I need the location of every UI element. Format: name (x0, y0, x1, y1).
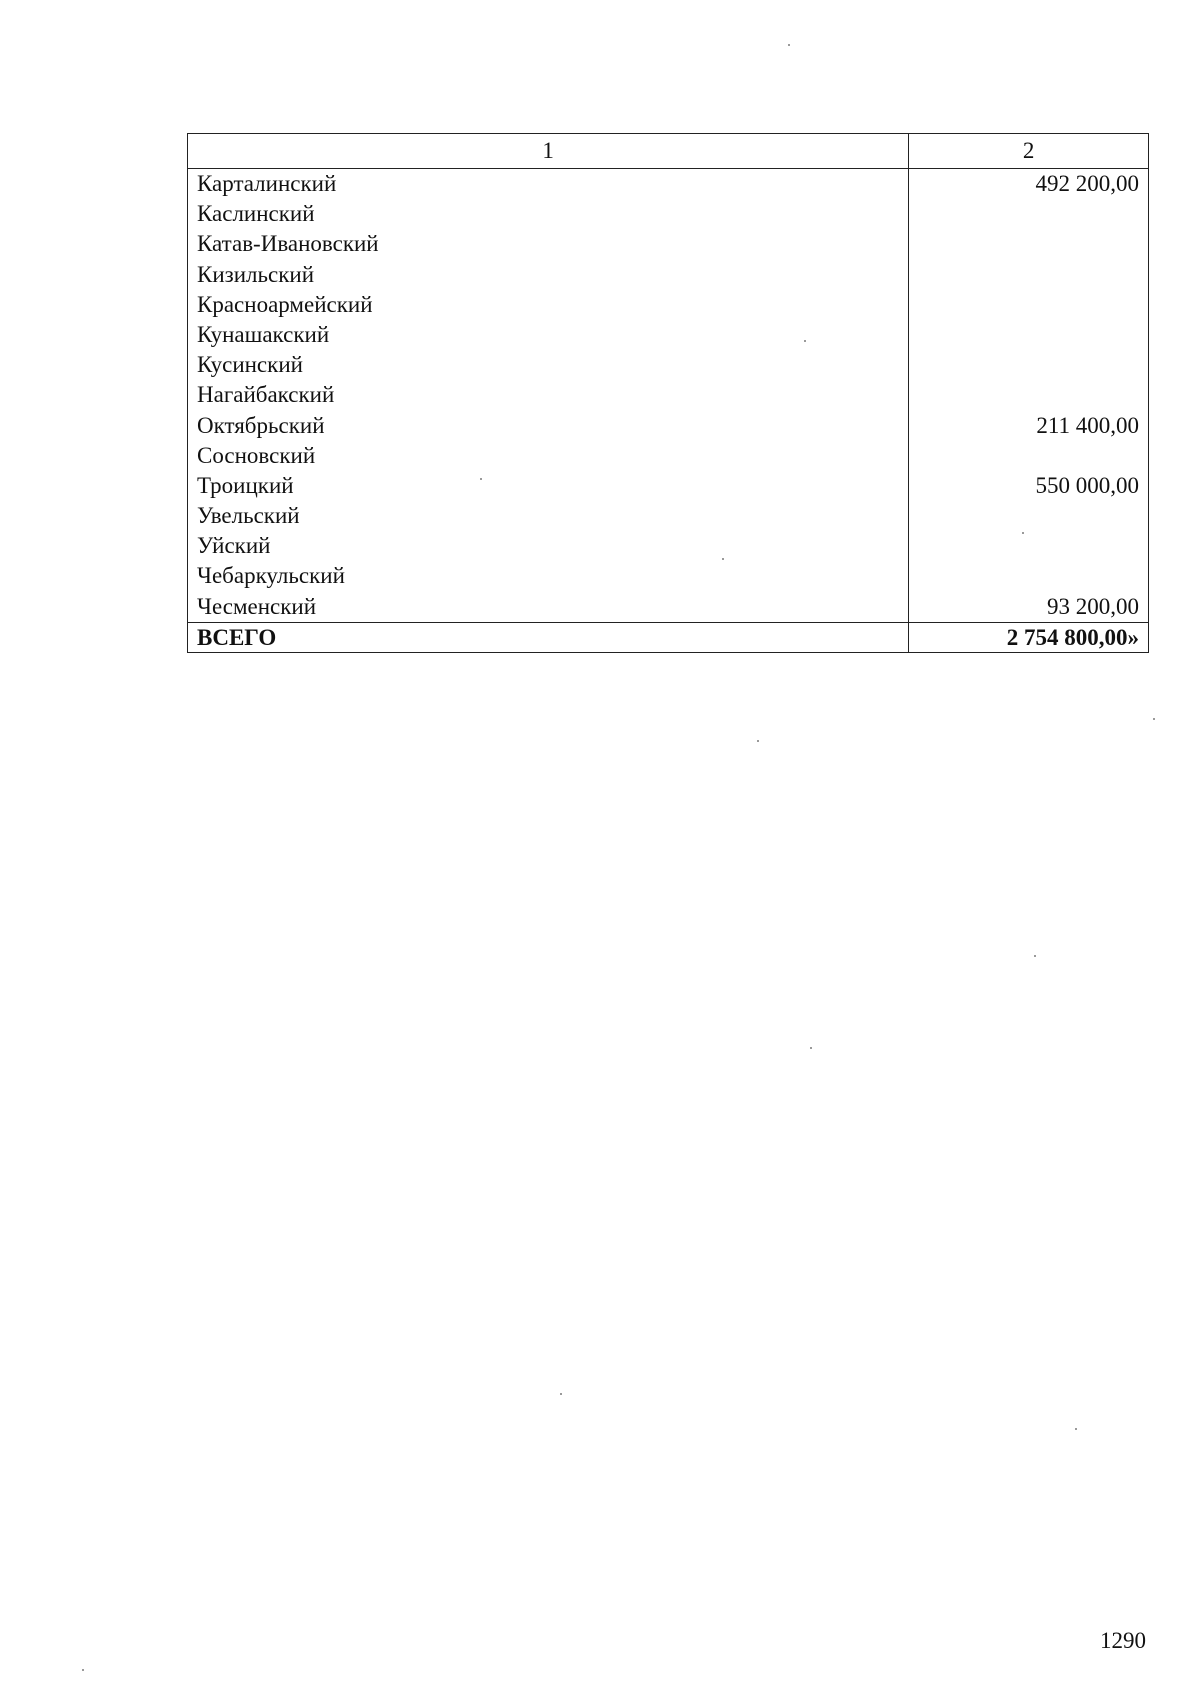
district-value (918, 561, 1139, 591)
district-value: 211 400,00 (1036, 412, 1139, 438)
scan-speck (480, 478, 482, 480)
district-name: Октябрьский (197, 412, 325, 438)
total-label: ВСЕГО (188, 622, 909, 652)
district-name: Сосновский (197, 442, 316, 468)
district-name: Кунашакский (197, 321, 330, 347)
scan-speck (1034, 955, 1036, 957)
scan-speck (1075, 1428, 1077, 1430)
district-value: 93 200,00 (1047, 593, 1139, 619)
district-value (918, 531, 1139, 561)
total-value: 2 754 800,00» (909, 622, 1149, 652)
district-name: Кизильский (197, 261, 315, 287)
district-names-cell (188, 169, 909, 623)
district-name: Троицкий (197, 472, 294, 498)
scan-speck (1153, 718, 1155, 720)
district-value: 492 200,00 (1035, 171, 1139, 196)
scan-speck (804, 340, 806, 342)
district-name: Увельский (197, 503, 300, 529)
column-header-1: 1 (188, 134, 909, 169)
scan-speck (1022, 532, 1024, 534)
scan-speck (82, 1669, 84, 1671)
district-value (918, 350, 1139, 380)
district-value (918, 501, 1139, 531)
scan-speck (788, 44, 790, 46)
column-header-2: 2 (909, 134, 1149, 169)
district-value (918, 441, 1139, 471)
district-name: Чебаркульский (197, 563, 345, 589)
total-row (188, 622, 1149, 652)
district-value (918, 380, 1139, 410)
district-name: Чесменский (197, 593, 317, 619)
districts-row (188, 169, 1149, 623)
scan-speck (722, 558, 724, 560)
district-name: Каслинский (197, 201, 315, 227)
district-value (918, 260, 1139, 290)
page-number: 1290 (1100, 1628, 1146, 1653)
district-values-cell (909, 169, 1149, 623)
district-name: Кусинский (197, 352, 303, 378)
district-value (918, 320, 1139, 350)
district-name: Красноармейский (197, 291, 373, 317)
district-name: Нагайбакский (197, 382, 335, 408)
district-value (918, 199, 1139, 229)
allocation-table (187, 133, 1149, 653)
table-header-row (188, 134, 1149, 169)
district-value (918, 290, 1139, 320)
district-name: Катав-Ивановский (197, 231, 379, 257)
scan-speck (757, 740, 759, 742)
district-name: Уйский (197, 533, 271, 559)
district-value (918, 229, 1139, 259)
district-name: Карталинский (197, 171, 337, 196)
scan-speck (560, 1393, 562, 1395)
district-value: 550 000,00 (1035, 472, 1139, 498)
scan-speck (810, 1047, 812, 1049)
